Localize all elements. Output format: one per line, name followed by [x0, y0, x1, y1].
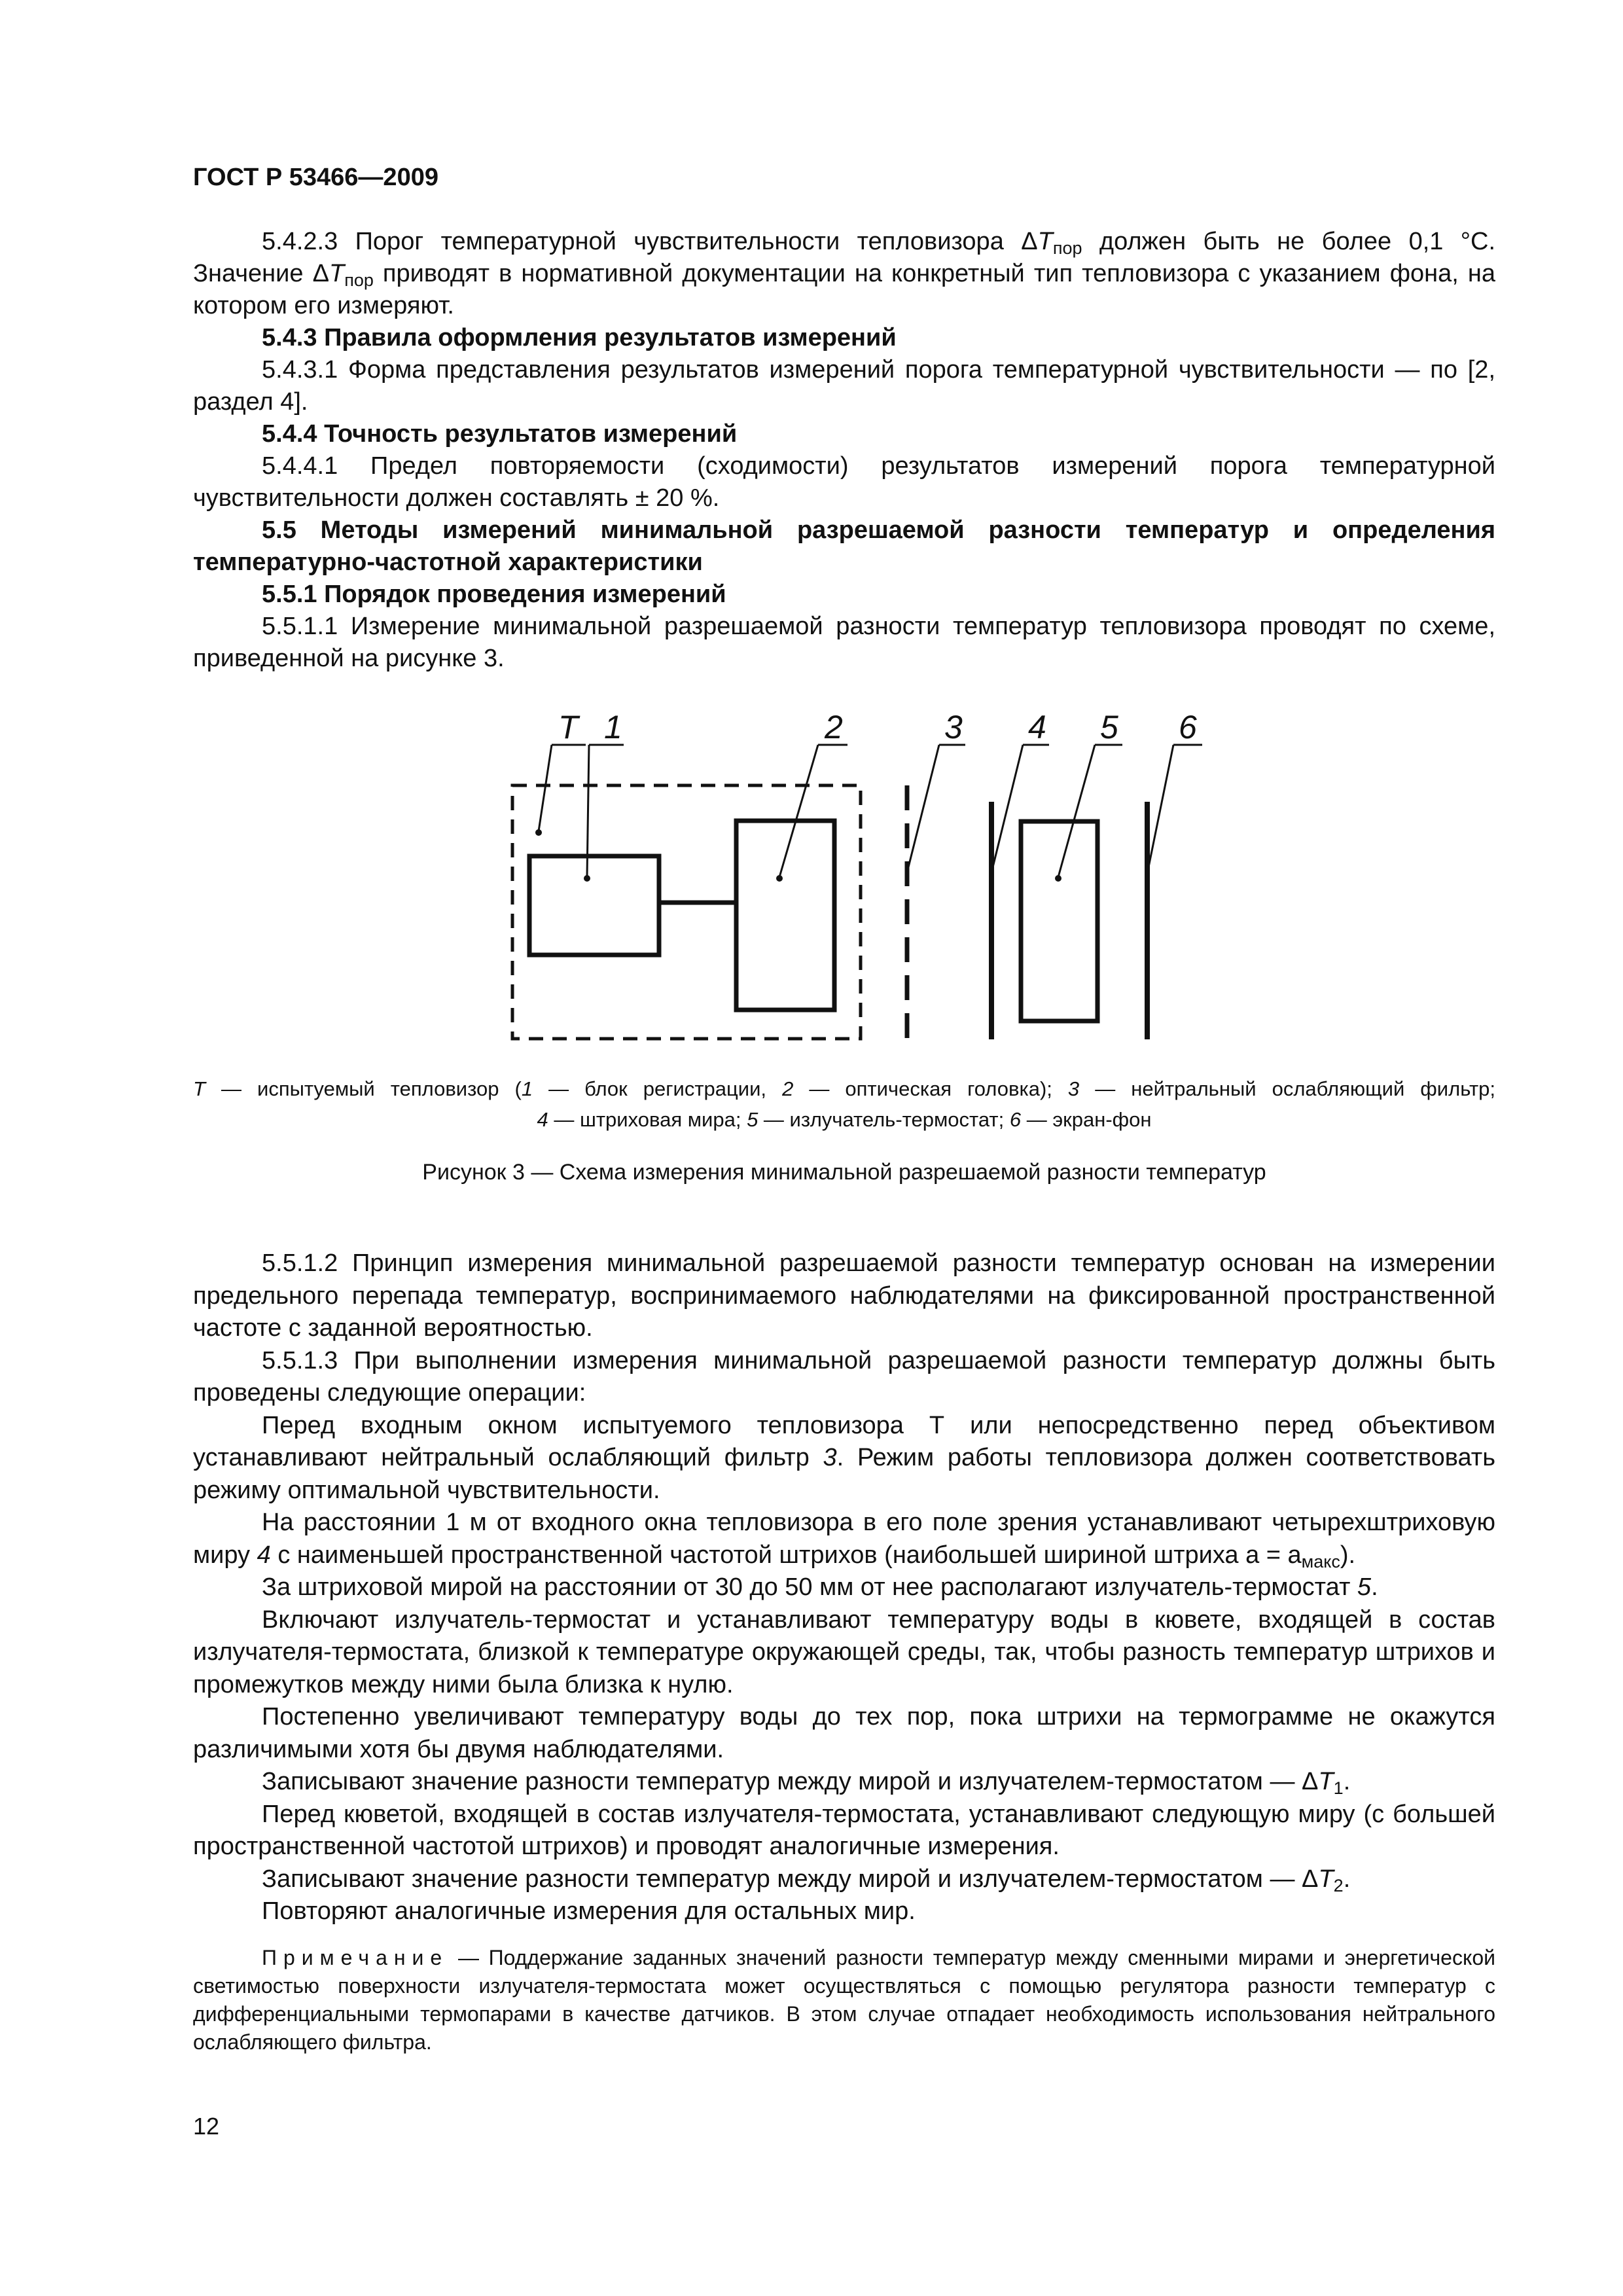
- leader-line-T: [539, 745, 552, 831]
- registration-block: [529, 856, 659, 955]
- note-lead: Примечание: [262, 1946, 449, 1969]
- operation-8: Записывают значение разности температур между мирой и излучателем-термостатом — $\Delta T_2$.: [262, 1865, 1351, 1895]
- operation-4: Включают излучатель-термостат и устанавливают температуру воды в кювете, входящей в состав излучателя-термостата, близкой к температуре окружающей среды, так, чтобы разность температур штрихов и промежутков между ними была близка к нулю.: [193, 1605, 1495, 1698]
- note-paragraph: Примечание — Поддержание заданных значений разности температур между сменными мирами и энергетической светимостью поверхности излучателя-термостата может осуществляться с помощью регулятора разности температур с дифференциальными термопарами в качестве датчиков. В этом случае отпадает необходимость использования нейтрального ослабляющего фильтра.: [193, 1946, 1495, 2054]
- paragraph-5-5-1-2: 5.5.1.2 Принцип измерения минимальной разрешаемой разности температур основан на измерении предельного перепада температур, воспринимаемого наблюдателями на фиксированной пространственной частоте с заданной вероятностью.: [193, 1249, 1495, 1342]
- leader-dot-2: [776, 875, 783, 882]
- note-block: [193, 1944, 1495, 2056]
- operation-9: Повторяют аналогичные измерения для остальных мир.: [262, 1897, 916, 1925]
- figure-label-1: 1: [604, 709, 622, 745]
- heading-5-4-3: 5.4.3 Правила оформления результатов измерений: [262, 324, 897, 351]
- leader-dot-T: [535, 829, 542, 836]
- operation-5: Постепенно увеличивают температуру воды до тех пор, пока штрихи на термограмме не окажутся различимыми хотя бы двумя наблюдателями.: [193, 1703, 1495, 1763]
- paragraph-5-4-3-1: 5.4.3.1 Форма представления результатов измерений порога температурной чувствительности — по [2, раздел 4].: [193, 356, 1495, 416]
- leader-line-6: [1149, 745, 1173, 867]
- legend-line-2: 4 — штриховая мира; 5 — излучатель-термостат; 6 — экран-фон: [537, 1108, 1152, 1131]
- heading-5-5-1: 5.5.1 Порядок проведения измерений: [262, 581, 726, 608]
- document-header: ГОСТ Р 53466—2009: [193, 164, 438, 191]
- paragraph-5-4-2-3: 5.4.2.3 Порог температурной чувствительности тепловизора $\Delta T_{пор}$ должен быть не более 0,1 °C. Значение $\Delta T_{пор}$ приводят в нормативной документации на конкретный тип тепловизора с указанием фона, на котором его измеряют.: [193, 228, 1496, 319]
- legend-line-1: Т — испытуемый тепловизор (1 — блок регистрации, 2 — оптическая головка); 3 — нейтральный ослабляющий фильтр;: [193, 1077, 1495, 1100]
- paragraph-5-5-1-1: 5.5.1.1 Измерение минимальной разрешаемой разности температур тепловизора проводят по схеме, приведенной на рисунке 3.: [193, 613, 1495, 672]
- tester-outline: [512, 785, 861, 1039]
- operation-1: Перед входным окном испытуемого тепловизора Т или непосредственно перед объективом устанавливают нейтральный ослабляющий фильтр 3. Режим работы тепловизора должен соответствовать режиму оптимальной чувствительности.: [193, 1411, 1495, 1504]
- operation-7: Перед кюветой, входящей в состав излучателя-термостата, устанавливают следующую миру (с большей пространственной частотой штрихов) и проводят аналогичные измерения.: [193, 1800, 1495, 1860]
- operation-6: Записывают значение разности температур между мирой и излучателем-термостатом — $\Delta T_1$.: [262, 1768, 1351, 1798]
- operation-2: На расстоянии 1 м от входного окна тепловизора в его поле зрения устанавливают четырехштриховую миру 4 с наименьшей пространственной частотой штрихов (наибольшей шириной штриха $а = а_{макс}$).: [193, 1509, 1495, 1571]
- text-block-2: [193, 1247, 1495, 1928]
- paragraph-5-4-4-1: 5.4.4.1 Предел повторяемости (сходимости) результатов измерений порога температурной чувствительности должен составлять ± 20 %.: [193, 452, 1495, 512]
- paragraph-5-5-1-3: 5.5.1.3 При выполнении измерения минимальной разрешаемой разности температур должны быть проведены следующие операции:: [193, 1346, 1495, 1407]
- leader-line-2: [779, 745, 818, 877]
- operation-3: За штриховой мирой на расстоянии от 30 до 50 мм от нее располагают излучатель-термостат 5.: [262, 1573, 1378, 1601]
- page-number: 12: [193, 2113, 220, 2140]
- figure-label-3: 3: [944, 709, 963, 745]
- figure-label-2: 2: [825, 709, 843, 745]
- leader-dot-5: [1055, 875, 1061, 882]
- figure-label-6: 6: [1179, 709, 1197, 745]
- emitter-block: [1021, 821, 1097, 1021]
- leader-dot-1: [584, 875, 590, 882]
- heading-5-4-4: 5.4.4 Точность результатов измерений: [262, 420, 738, 448]
- figure-label-T: Т: [558, 709, 579, 745]
- figure-caption: Рисунок 3 — Схема измерения минимальной разрешаемой разности температур: [422, 1160, 1266, 1185]
- heading-5-5: 5.5 Методы измерений минимальной разрешаемой разности температур и определения температурно-частотной характеристики: [193, 516, 1495, 576]
- optical-head-block: [736, 821, 834, 1010]
- figure-label-4: 4: [1028, 709, 1046, 745]
- leader-line-4: [993, 745, 1023, 867]
- figure-label-5: 5: [1100, 709, 1118, 745]
- leader-line-5: [1058, 745, 1095, 877]
- leader-line-3: [908, 745, 939, 867]
- figure-legend: [193, 1073, 1495, 1135]
